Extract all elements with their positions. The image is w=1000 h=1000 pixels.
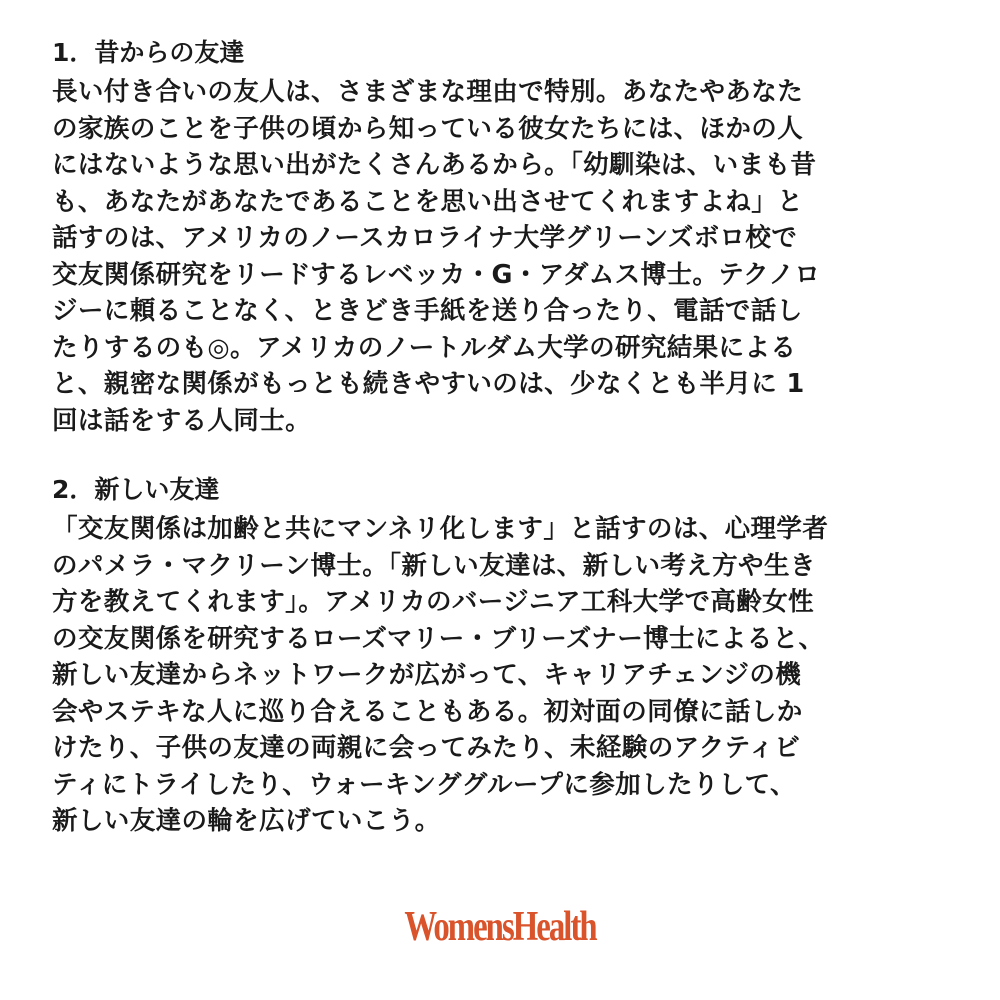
paragraph-line: の家族のことを子供の頃から知っている彼女たちには、ほかの人: [52, 113, 804, 144]
paragraph-line: 会やステキな人に巡り合えることもある。初対面の同僚に話しか: [52, 696, 803, 727]
paragraph-line: にはないような思い出がたくさんあるから。「幼馴染は、いまも昔: [52, 150, 817, 180]
paragraph-line: 「交友関係は加齢と共にマンネリ化します」と話すのは、心理学者: [52, 514, 829, 544]
paragraph-line: の交友関係を研究するローズマリー・ブリーズナー博士によると、: [52, 623, 825, 654]
section-heading: 2．新しい友達: [52, 475, 220, 504]
paragraph-line: 回は話をする人同士。: [52, 405, 312, 436]
paragraph-line: たりするのも◎。アメリカのノートルダム大学の研究結果による: [52, 332, 797, 363]
paragraph-line: のパメラ・マクリーン博士。「新しい友達は、新しい考え方や生き: [52, 550, 816, 581]
paragraph-line: ジーに頼ることなく、ときどき手紙を送り合ったり、電話で話し: [52, 296, 803, 326]
paragraph-line: 交友関係研究をリードするレベッカ・G・アダムス博士。テクノロ: [52, 259, 821, 290]
paragraph-line: 新しい友達の輪を広げていこう。: [52, 806, 441, 836]
paragraph-line: ティにトライしたり、ウォーキンググループに参加したりして、: [52, 769, 796, 800]
paragraph-line: 方を教えてくれます」。アメリカのバージニア工科大学で高齢女性: [52, 587, 814, 617]
section-old-friends: [52, 38, 952, 439]
womens-health-logo: WomensHealth: [404, 904, 596, 950]
paragraph-line: も、あなたがあなたであることを思い出させてくれますよね」と: [52, 186, 804, 217]
paragraph-line: 新しい友達からネットワークが広がって、キャリアチェンジの機: [52, 660, 802, 690]
article-body: [52, 38, 952, 840]
paragraph-line: けたり、子供の友達の両親に会ってみたり、未経験のアクティビ: [52, 733, 801, 763]
section-heading: 1．昔からの友達: [52, 38, 245, 67]
paragraph-line: と、親密な関係がもっとも続きやすいのは、少なくとも半月に 1: [52, 369, 805, 399]
paragraph-line: 話すのは、アメリカのノースカロライナ大学グリーンズボロ校で: [52, 223, 798, 253]
section-new-friends: [52, 475, 952, 840]
paragraph-line: 長い付き合いの友人は、さまざまな理由で特別。あなたやあなた: [52, 77, 804, 107]
